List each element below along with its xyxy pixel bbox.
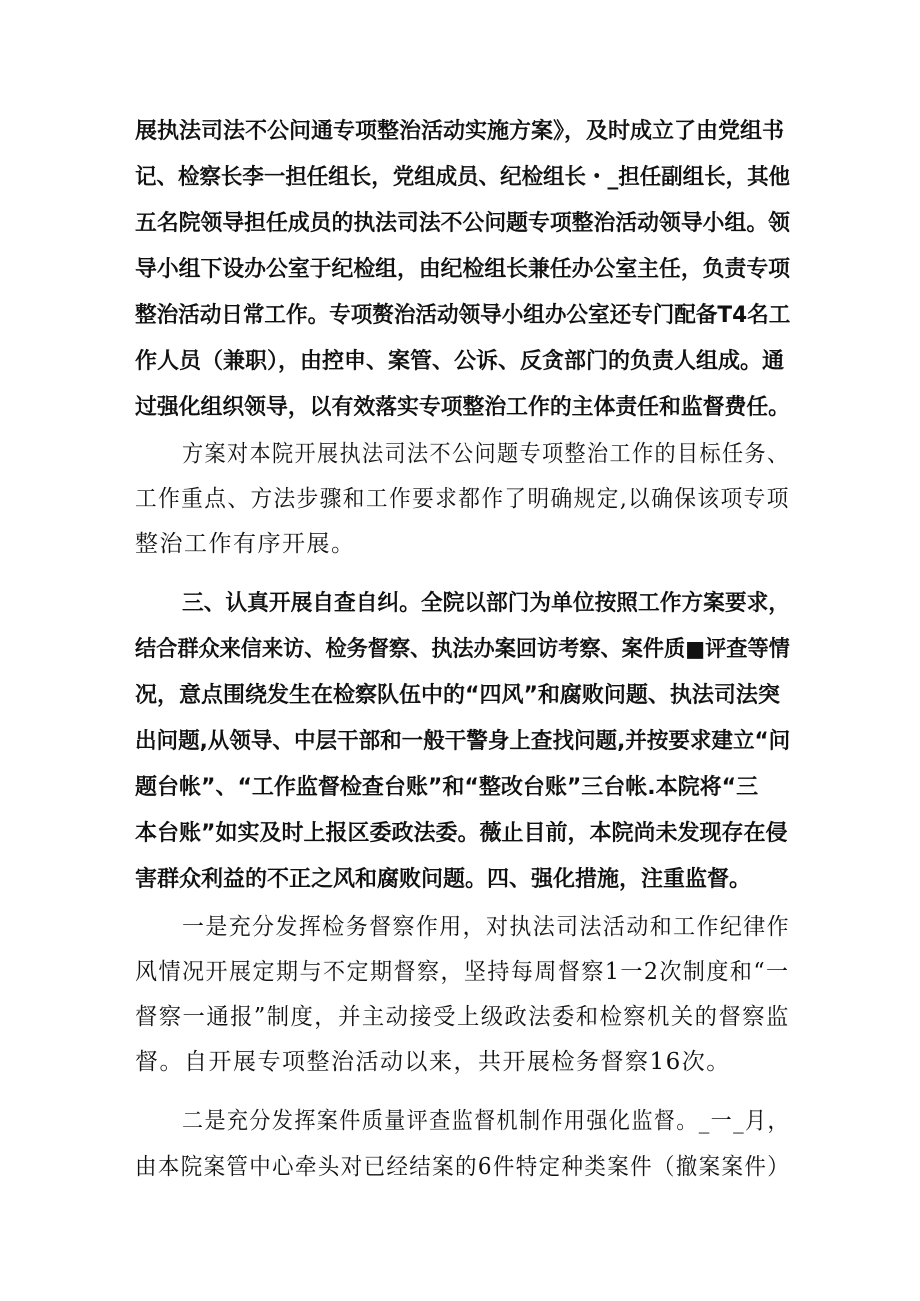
text-line: 导小组下设办公室于纪检组，由纪检组长兼任办公室主任，负责专项: [135, 257, 790, 282]
text-line: 作人员（兼职），由控申、案管、公诉、反贪部门的负责人组成。通: [135, 349, 785, 374]
text-line: 害群众利益的不正之风和腐败问题。四、强化措施，注重监督。: [135, 867, 752, 892]
text-line: 题台帐”、“工作监督检查台账”和“整改台账”三台帐.本院将“三: [135, 775, 759, 800]
text-line: 三、认真开展自查自纠。全院以部门为单位按照工作方案要求，: [182, 591, 791, 616]
text-line: 展执法司法不公问通专项整治活动实施方案》，及时成立了由党组书: [135, 119, 785, 144]
text-line: 本台账”如实及时上报区委政法委。薇止目前，本院尚未发现存在侵: [135, 821, 788, 846]
text-line: 由本院案管中心牵头对已经结案的6件特定种类案件（撤案案件）: [135, 1154, 791, 1180]
text-line: 过强化组织领导，以有效落实专项整治工作的主体责任和监督费任。: [135, 395, 790, 420]
text-line: 出问题,从领导、中层干部和一般干警身上查找问题,并按要求建立“问: [135, 729, 791, 754]
text-line: 督察一通报”制度，并主动接受上级政法委和检察机关的督察监: [135, 1004, 790, 1030]
text-line: 整治活动日常工作。专项赘治活动领导小组办公室还专门配备T4名工: [135, 303, 791, 328]
text-line: 结合群众来信来访、检务督察、执法办案回访考察、案件质■评查等情: [135, 637, 790, 662]
text-line: 五名院领导担任成员的执法司法不公问题专项整治活动领导小组。领: [135, 211, 790, 236]
text-line: 整治工作有序开展。: [135, 531, 356, 557]
text-line: 工作重点、方法步骤和工作要求都作了明确规定,以确保该项专项: [135, 486, 790, 512]
text-line: 方案对本院开展执法司法不公问题专项整治工作的目标任务、: [182, 441, 790, 467]
text-line: 一是充分发挥检务督察作用，对执法司法活动和工作纪律作: [182, 914, 791, 940]
text-line: 记、检察长李一担任组长，党组成员、纪检组长・_担任副组长，其他: [135, 165, 791, 190]
text-line: 风情况开展定期与不定期督察，坚持每周督察1一2次制度和“一: [135, 959, 790, 985]
text-line: 二是充分发挥案件质量评查监督机制作用强化监督。_一_月，: [182, 1108, 790, 1134]
text-line: 督。自开展专项整治活动以来，共开展检务督察16次。: [135, 1049, 731, 1075]
text-line: 况，意点围绕发生在检察队伍中的“四风”和腐败问题、执法司法突: [135, 683, 780, 708]
